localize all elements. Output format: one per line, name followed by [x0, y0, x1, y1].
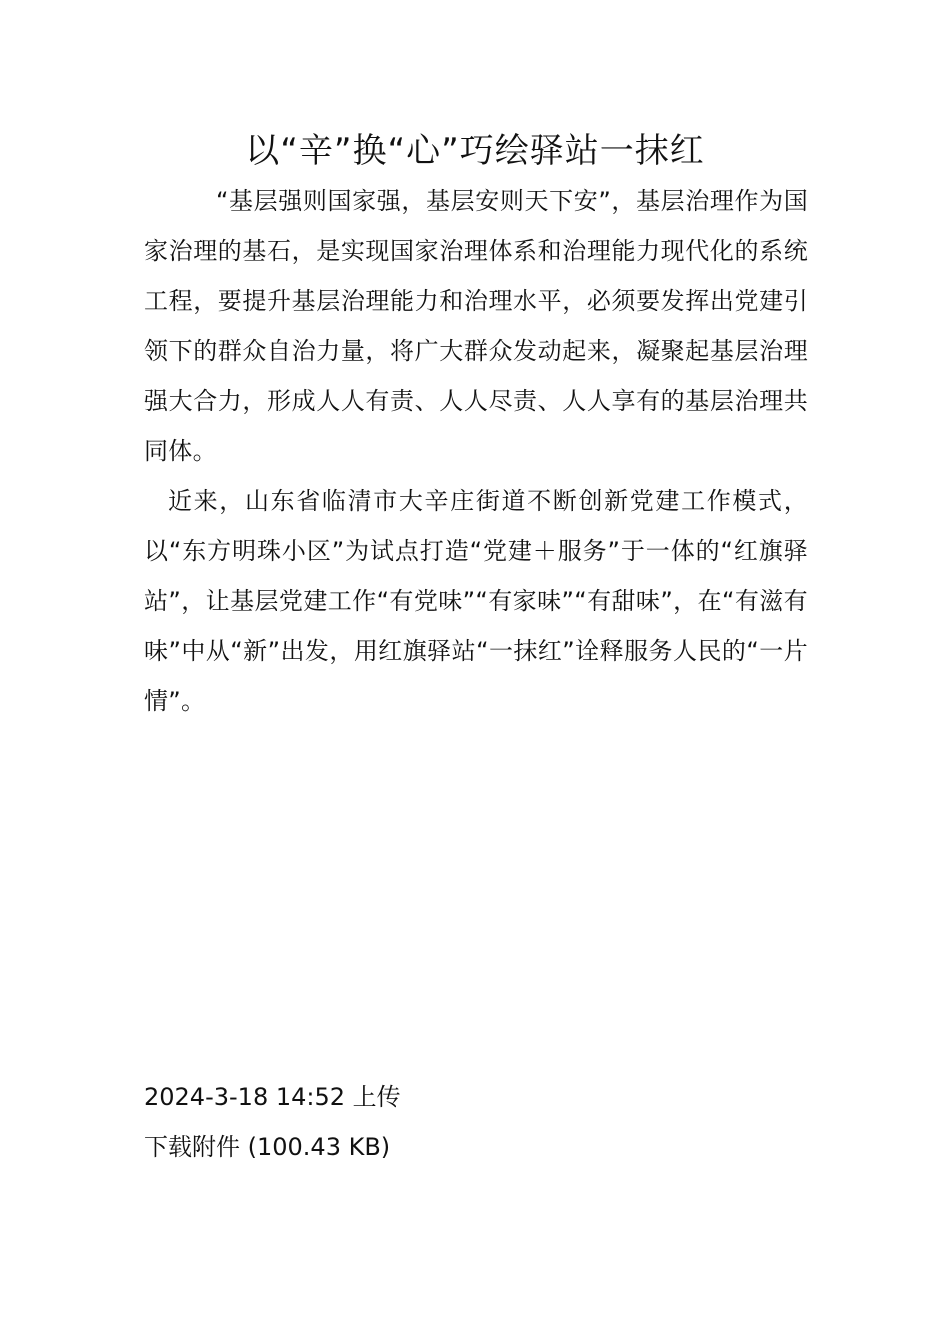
- paragraph-2: 近来，山东省临清市大辛庄街道不断创新党建工作模式，以“东方明珠小区”为试点打造“党建＋服务”于一体的“红旗驿站”，让基层党建工作“有党味”“有家味”“有甜味”，在“有滋有味”中从“新”出发，用红旗驿站“一抹红”诠释服务人民的“一片情”。: [144, 487, 808, 715]
- document-title: 以“辛”换“心”巧绘驿站一抹红: [245, 131, 705, 171]
- paragraph-1: “基层强则国家强，基层安则天下安”，基层治理作为国家治理的基石，是实现国家治理体系和治理能力现代化的系统工程，要提升基层治理能力和治理水平，必须要发挥出党建引领下的群众自治力量，将广大群众发动起来，凝聚起基层治理强大合力，形成人人有责、人人尽责、人人享有的基层治理共同体。: [144, 187, 808, 465]
- article-body: [144, 176, 808, 726]
- download-attachment-link[interactable]: 下载附件 (100.43 KB): [144, 1133, 391, 1161]
- upload-timestamp: 2024-3-18 14:52 上传: [144, 1083, 401, 1111]
